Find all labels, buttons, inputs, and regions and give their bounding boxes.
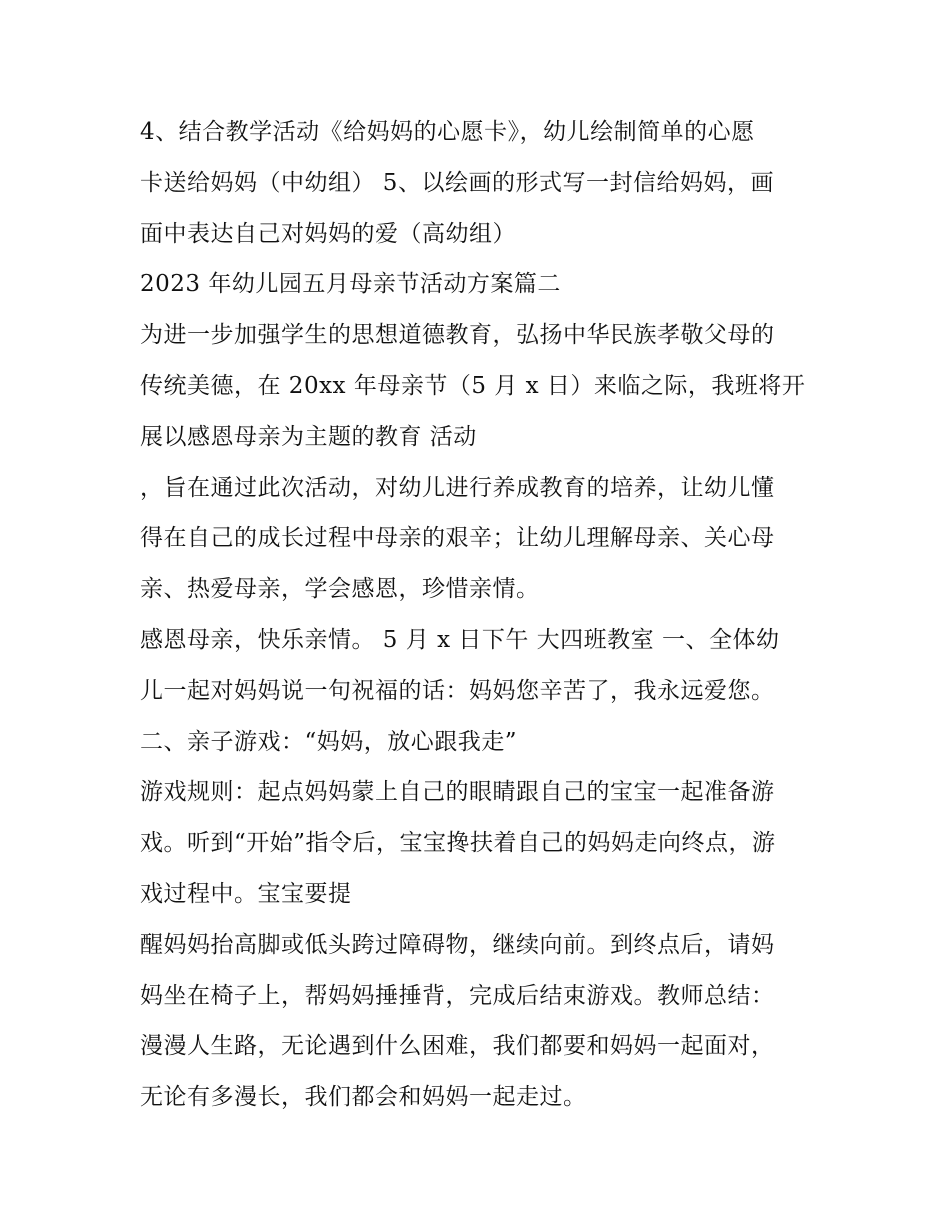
text-line-19: 漫漫人生路，无论遇到什么困难，我们都要和妈妈一起面对， [140,1033,775,1060]
text-line-12: 儿一起对妈妈说一句祝福的话：妈妈您辛苦了，我永远爱您。 [140,677,775,704]
text-line-18: 妈坐在椅子上，帮妈妈捶捶背，完成后结束游戏。教师总结： [140,982,775,1009]
text-line-10: 亲、热爱母亲，学会感恩，珍惜亲情。 [140,576,540,603]
text-line-1: 4、结合教学活动《给妈妈的心愿卡》，幼儿绘制简单的心愿 [140,119,755,145]
text-line-2: 卡送给妈妈（中幼组） 5、以绘画的形式写一封信给妈妈，画 [140,169,774,196]
text-line-15: 戏。听到“开始”指令后，宝宝搀扶着自己的妈妈走向终点，游 [140,830,776,857]
text-line-5: 为进一步加强学生的思想道德教育，弘扬中华民族孝敬父母的 [140,322,775,349]
text-line-13: 二、亲子游戏：“妈妈，放心跟我走” [140,728,518,755]
text-line-7: 展以感恩母亲为主题的教育 活动 [140,423,477,450]
text-line-8: ，旨在通过此次活动，对幼儿进行养成教育的培养，让幼儿懂 [140,474,775,501]
section-heading: 2023 年幼儿园五月母亲节活动方案篇二 [140,271,561,298]
text-line-6: 传统美德，在 20xx 年母亲节（5 月 x 日）来临之际，我班将开 [140,372,806,399]
text-line-11: 感恩母亲，快乐亲情。 5 月 x 日下午 大四班教室 一、全体幼 [140,626,780,653]
text-line-16: 戏过程中。宝宝要提 [140,880,352,907]
document-page [140,107,830,1123]
text-line-20: 无论有多漫长，我们都会和妈妈一起走过。 [140,1084,587,1111]
text-line-14: 游戏规则：起点妈妈蒙上自己的眼睛跟自己的宝宝一起准备游 [140,779,775,806]
text-line-3: 面中表达自己对妈妈的爱（高幼组） [140,220,516,247]
text-line-17: 醒妈妈抬高脚或低头跨过障碍物，继续向前。到终点后，请妈 [140,931,775,958]
text-line-9: 得在自己的成长过程中母亲的艰辛；让幼儿理解母亲、关心母 [140,525,775,552]
